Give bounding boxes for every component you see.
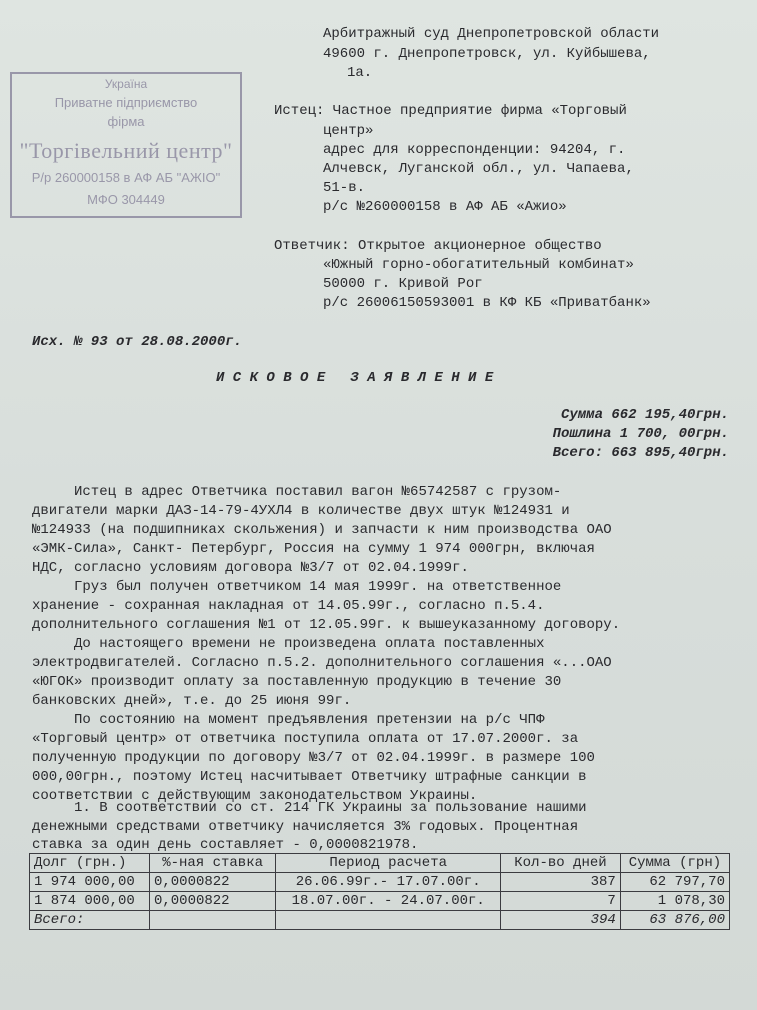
court-fee: Пошлина 1 700, 00грн. xyxy=(552,426,729,442)
paragraph-line: НДС, согласно условиям договора №3/7 от 02.04.1999г. xyxy=(32,560,469,576)
defendant-line: 50000 г. Кривой Рог xyxy=(323,276,483,292)
paragraph-line: хранение - сохранная накладная от 14.05.99г., согласно п.5.4. xyxy=(32,598,545,614)
header-days: Кол-во дней xyxy=(501,854,621,873)
total-label: Всего: xyxy=(30,911,150,930)
cell-period: 26.06.99г.- 17.07.00г. xyxy=(276,873,501,892)
court-line: Арбитражный суд Днепропетровской области xyxy=(323,26,660,42)
defendant-line: р/с 26006150593001 в КФ КБ «Приватбанк» xyxy=(323,295,651,311)
stamp-name: "Торгівельний центр" xyxy=(19,138,233,163)
paragraph-line: Истец в адрес Ответчика поставил вагон №65742587 с грузом- xyxy=(32,484,562,500)
paragraph-line: полученную продукции по договору №3/7 от 02.04.1999г. в размере 100 xyxy=(32,750,595,766)
stamp-mfo: МФО 304449 xyxy=(87,192,165,207)
court-line: 1а. xyxy=(347,65,373,81)
paragraph-line: 000,00грн., поэтому Истец насчитывает Ответчику штрафные санкции в xyxy=(32,769,587,785)
interest-calculation-table xyxy=(29,853,730,930)
header-period: Период расчета xyxy=(276,854,501,873)
outgoing-reference: Исх. № 93 от 28.08.2000г. xyxy=(32,334,243,350)
plaintiff-line: Алчевск, Луганской обл., ул. Чапаева, xyxy=(323,161,634,177)
document-title: И С К О В О Е З А Я В Л Е Н И Е xyxy=(216,370,494,386)
cell-period: 18.07.00г. - 24.07.00г. xyxy=(276,892,501,911)
total-empty-rate xyxy=(149,911,275,930)
cell-sum: 62 797,70 xyxy=(620,873,729,892)
table-row xyxy=(30,892,730,911)
defendant-line: «Южный горно-обогатительный комбинат» xyxy=(323,257,634,273)
cell-days: 387 xyxy=(501,873,621,892)
defendant-line: Ответчик: Открытое акционерное общество xyxy=(274,238,602,254)
paragraph-line: «Торговый центр» от ответчика поступила оплата от 17.07.2000г. за xyxy=(32,731,579,747)
plaintiff-line: адрес для корреспонденции: 94204, г. xyxy=(323,142,626,158)
cell-rate: 0,0000822 xyxy=(149,892,275,911)
total-sum: Всего: 663 895,40грн. xyxy=(552,445,729,461)
paragraph-line: 1. В соответствии со ст. 214 ГК Украины за пользование нашими xyxy=(32,800,587,816)
stamp-org-type: Приватне підприємство xyxy=(54,95,198,110)
table-row xyxy=(30,873,730,892)
paragraph-line: денежными средствами ответчику начисляется 3% годовых. Процентная xyxy=(32,819,579,835)
stamp-country: Україна xyxy=(104,77,148,91)
table-total-row xyxy=(30,911,730,930)
paragraph-line: «ЭМК-Сила», Санкт- Петербург, Россия на сумму 1 974 000грн, включая xyxy=(32,541,595,557)
total-empty-period xyxy=(276,911,501,930)
header-sum: Сумма (грн) xyxy=(620,854,729,873)
cell-rate: 0,0000822 xyxy=(149,873,275,892)
claim-sum: Сумма 662 195,40грн. xyxy=(560,407,729,423)
plaintiff-line: центр» xyxy=(323,123,374,139)
paragraph-line: двигатели марки ДАЗ-14-79-4УХЛ4 в количестве двух штук №124931 и xyxy=(32,503,570,519)
paragraph-line: электродвигателей. Согласно п.5.2. дополнительного соглашения «...ОАО xyxy=(32,655,612,671)
paragraph-line: Груз был получен ответчиком 14 мая 1999г. на ответственное xyxy=(32,579,562,595)
paragraph-line: По состоянию на момент предъявления претензии на р/с ЧПФ xyxy=(32,712,545,728)
paragraph-line: «ЮГОК» производит оплату за поставленную продукцию в течение 30 xyxy=(32,674,562,690)
header-debt: Долг (грн.) xyxy=(30,854,150,873)
header-rate: %-ная ставка xyxy=(149,854,275,873)
company-stamp xyxy=(10,72,242,218)
total-sum-cell: 63 876,00 xyxy=(620,911,729,930)
paragraph-line: №124933 (на подшипниках скольжения) и запчасти к ним производства ОАО xyxy=(32,522,612,538)
paragraph-line: дополнительного соглашения №1 от 12.05.99г. к вышеуказанному договору. xyxy=(32,617,621,633)
total-days: 394 xyxy=(501,911,621,930)
cell-debt: 1 974 000,00 xyxy=(30,873,150,892)
paragraph-line: соответствии с действующим законодательством Украины. xyxy=(32,788,478,804)
cell-debt: 1 874 000,00 xyxy=(30,892,150,911)
plaintiff-line: 51-в. xyxy=(323,180,366,196)
paragraph-line: ставка за один день составляет - 0,0000821978. xyxy=(32,837,419,853)
stamp-account: Р/р 260000158 в АФ АБ "АЖІО" xyxy=(31,170,221,185)
cell-sum: 1 078,30 xyxy=(620,892,729,911)
paragraph-line: До настоящего времени не произведена оплата поставленных xyxy=(32,636,545,652)
plaintiff-line: Истец: Частное предприятие фирма «Торговый xyxy=(274,103,627,119)
court-line: 49600 г. Днепропетровск, ул. Куйбышева, xyxy=(323,46,651,62)
table-header-row xyxy=(30,854,730,873)
paragraph-line: банковских дней», т.е. до 25 июня 99г. xyxy=(32,693,352,709)
plaintiff-line: р/с №260000158 в АФ АБ «Ажио» xyxy=(323,199,567,215)
cell-days: 7 xyxy=(501,892,621,911)
stamp-firm: фірма xyxy=(107,114,145,129)
